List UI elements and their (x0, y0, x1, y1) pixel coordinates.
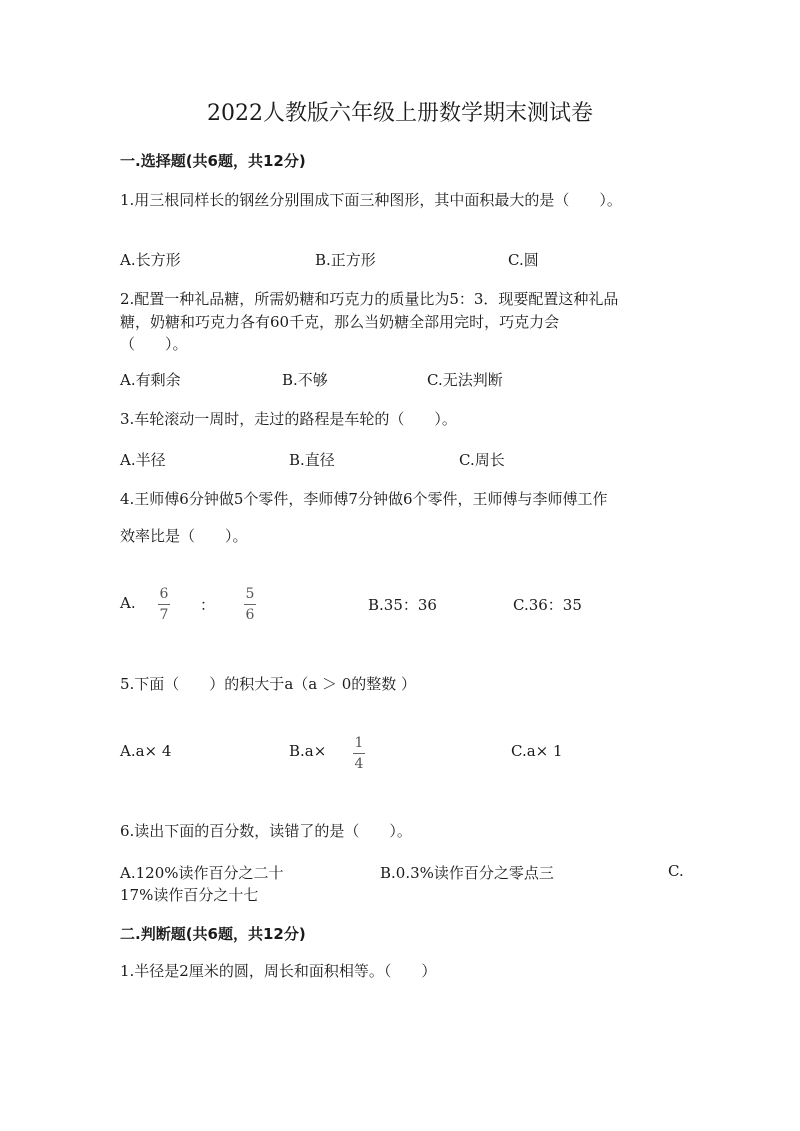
question-4-fraction-2 (244, 586, 256, 623)
question-5-fraction (353, 735, 365, 772)
question-4-option-c: C.36：35 (513, 596, 582, 614)
question-2-line-2: 糖，奶糖和巧克力各有60千克，那么当奶糖全部用完时，巧克力会 (120, 313, 560, 331)
question-6-option-a: A.120%读作百分之二十 (120, 864, 284, 882)
fraction-bar (353, 753, 365, 754)
question-3-option-c: C.周长 (459, 451, 505, 469)
section-heading-true-false: 二.判断题(共6题，共12分) (120, 925, 306, 943)
question-2-option-c: C.无法判断 (427, 371, 503, 389)
question-1-option-b: B.正方形 (315, 251, 376, 269)
question-5-option-a: A.a× 4 (120, 742, 172, 760)
question-1-option-c: C.圆 (508, 251, 539, 269)
question-4-line-1: 4.王师傅6分钟做5个零件，李师傅7分钟做6个零件，王师傅与李师傅工作 (120, 490, 608, 508)
question-6-option-c: 17%读作百分之十七 (120, 886, 259, 904)
question-3-text: 3.车轮滚动一周时，走过的路程是车轮的（ ）。 (120, 410, 457, 428)
question-2-option-a: A.有剩余 (120, 371, 181, 389)
question-5-text: 5.下面（ ）的积大于a（a ＞ 0的整数 ） (120, 675, 417, 693)
question-3-option-b: B.直径 (289, 451, 335, 469)
question-4-ratio-colon: ： (200, 596, 216, 614)
question-6-text: 6.读出下面的百分数，读错了的是（ ）。 (120, 822, 412, 840)
question-4-fraction-1 (158, 586, 170, 623)
fraction-bar (244, 604, 256, 605)
fraction-denominator: 6 (245, 607, 255, 623)
judgment-1-text: 1.半径是2厘米的圆，周长和面积相等。（ ） (120, 962, 437, 980)
section-heading-choice: 一.选择题(共6题，共12分) (120, 152, 306, 170)
question-6-option-c-label: C. (668, 862, 684, 880)
question-6-option-b: B.0.3%读作百分之零点三 (380, 864, 554, 882)
page-title: 2022人教版六年级上册数学期末测试卷 (207, 101, 593, 126)
fraction-denominator: 7 (159, 607, 169, 623)
fraction-bar (158, 604, 170, 605)
question-2-line-1: 2.配置一种礼品糖，所需奶糖和巧克力的质量比为5：3．现要配置这种礼品 (120, 290, 619, 308)
question-4-option-a-label: A. (120, 594, 136, 612)
fraction-numerator: 1 (354, 735, 364, 751)
fraction-numerator: 5 (245, 586, 255, 602)
question-5-option-c: C.a× 1 (511, 742, 563, 760)
question-2-option-b: B.不够 (282, 371, 328, 389)
question-4-option-b: B.35：36 (368, 596, 437, 614)
question-3-option-a: A.半径 (120, 451, 166, 469)
question-1-text: 1.用三根同样长的钢丝分别围成下面三种图形，其中面积最大的是（ ）。 (120, 191, 622, 209)
fraction-numerator: 6 (159, 586, 169, 602)
question-2-line-3: （ ）。 (120, 335, 188, 353)
question-4-line-2: 效率比是（ ）。 (120, 527, 248, 545)
fraction-denominator: 4 (354, 756, 364, 772)
question-1-option-a: A.长方形 (120, 251, 181, 269)
question-5-option-b-label: B.a× (289, 742, 327, 760)
